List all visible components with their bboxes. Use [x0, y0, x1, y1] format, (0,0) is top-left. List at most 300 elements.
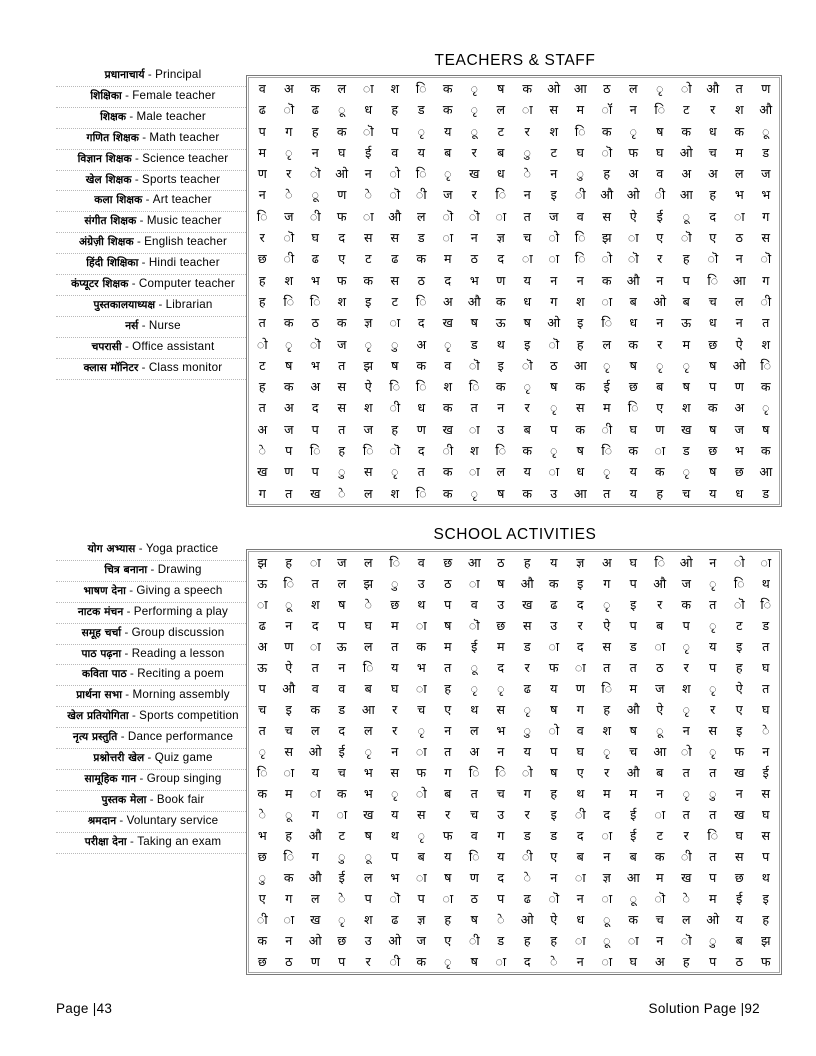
- grid-cell[interactable]: ा: [521, 102, 533, 118]
- grid-cell[interactable]: ट: [338, 828, 345, 843]
- grid-cell[interactable]: ू: [338, 102, 346, 118]
- grid-cell[interactable]: ज: [549, 208, 559, 224]
- grid-cell[interactable]: ट: [683, 102, 690, 118]
- grid-cell[interactable]: घ: [762, 660, 770, 675]
- grid-cell[interactable]: ख: [310, 912, 321, 927]
- grid-cell[interactable]: े: [550, 954, 558, 969]
- grid-cell[interactable]: र: [286, 166, 292, 182]
- grid-cell[interactable]: ॉ: [601, 102, 613, 118]
- grid-cell[interactable]: इ: [285, 702, 292, 717]
- grid-cell[interactable]: स: [284, 744, 293, 759]
- grid-cell[interactable]: च: [337, 765, 346, 780]
- grid-cell[interactable]: ृ: [682, 786, 690, 801]
- grid-cell[interactable]: ब: [417, 849, 425, 864]
- grid-cell[interactable]: ण: [469, 870, 479, 885]
- grid-cell[interactable]: ख: [442, 421, 453, 437]
- grid-cell[interactable]: द: [444, 272, 452, 288]
- grid-cell[interactable]: ह: [523, 933, 531, 948]
- grid-cell[interactable]: ई: [471, 639, 478, 654]
- grid-cell[interactable]: स: [390, 765, 399, 780]
- grid-cell[interactable]: म: [496, 639, 505, 654]
- grid-cell[interactable]: ृ: [417, 723, 425, 738]
- grid-cell[interactable]: आ: [467, 555, 481, 570]
- grid-cell[interactable]: द: [338, 723, 346, 738]
- grid-cell[interactable]: ष: [285, 357, 293, 373]
- grid-cell[interactable]: ओ: [679, 144, 693, 160]
- grid-cell[interactable]: ल: [628, 81, 638, 96]
- grid-cell[interactable]: ख: [310, 485, 321, 501]
- grid-cell[interactable]: श: [549, 123, 559, 139]
- grid-cell[interactable]: ह: [682, 954, 690, 969]
- grid-cell[interactable]: ड: [523, 639, 531, 654]
- grid-cell[interactable]: ा: [362, 81, 374, 96]
- grid-cell[interactable]: य: [417, 144, 425, 160]
- grid-cell[interactable]: ी: [389, 954, 401, 969]
- grid-cell[interactable]: े: [285, 187, 293, 203]
- grid-cell[interactable]: ए: [735, 702, 743, 717]
- grid-cell[interactable]: ृ: [470, 681, 478, 696]
- grid-cell[interactable]: य: [497, 849, 505, 864]
- grid-cell[interactable]: ग: [762, 208, 770, 224]
- grid-cell[interactable]: ॊ: [283, 230, 295, 246]
- grid-cell[interactable]: इ: [577, 315, 584, 331]
- grid-cell[interactable]: औ: [282, 681, 296, 696]
- grid-cell[interactable]: ख: [681, 870, 692, 885]
- grid-cell[interactable]: ब: [444, 144, 452, 160]
- grid-cell[interactable]: ह: [444, 912, 452, 927]
- word-list-item[interactable]: [56, 645, 250, 666]
- grid-cell[interactable]: क: [522, 81, 533, 96]
- grid-cell[interactable]: त: [470, 400, 478, 416]
- grid-cell[interactable]: ि: [760, 597, 772, 612]
- grid-cell[interactable]: य: [311, 765, 319, 780]
- grid-cell[interactable]: क: [283, 315, 294, 331]
- word-list-item[interactable]: [56, 749, 250, 770]
- grid-cell[interactable]: द: [576, 639, 584, 654]
- grid-cell[interactable]: ष: [470, 315, 478, 331]
- grid-cell[interactable]: ण: [416, 421, 426, 437]
- grid-cell[interactable]: ृ: [603, 464, 611, 480]
- grid-cell[interactable]: ब: [629, 293, 637, 309]
- grid-cell[interactable]: क: [416, 357, 427, 373]
- grid-cell[interactable]: व: [417, 555, 425, 570]
- grid-cell[interactable]: ल: [310, 891, 320, 906]
- grid-cell[interactable]: ू: [285, 807, 293, 822]
- grid-cell[interactable]: ू: [629, 891, 637, 906]
- grid-cell[interactable]: ई: [365, 144, 372, 160]
- grid-cell[interactable]: क: [628, 443, 639, 459]
- grid-cell[interactable]: क: [760, 443, 771, 459]
- grid-cell[interactable]: र: [524, 807, 530, 822]
- grid-cell[interactable]: ऐ: [656, 702, 664, 717]
- grid-cell[interactable]: ॊ: [521, 357, 533, 373]
- grid-cell[interactable]: छ: [734, 464, 744, 480]
- grid-cell[interactable]: श: [390, 81, 400, 96]
- grid-cell[interactable]: भ: [416, 660, 426, 675]
- grid-cell[interactable]: ि: [283, 576, 295, 591]
- grid-cell[interactable]: छ: [628, 379, 638, 395]
- grid-cell[interactable]: ओ: [547, 81, 561, 96]
- grid-cell[interactable]: ा: [468, 464, 480, 480]
- grid-cell[interactable]: क: [442, 485, 453, 501]
- grid-cell[interactable]: थ: [496, 336, 505, 352]
- grid-cell[interactable]: क: [442, 81, 453, 96]
- grid-cell[interactable]: ज: [284, 421, 294, 437]
- grid-cell[interactable]: त: [762, 315, 770, 331]
- grid-cell[interactable]: ठ: [550, 357, 558, 373]
- grid-cell[interactable]: फ: [336, 208, 347, 224]
- grid-cell[interactable]: ष: [497, 81, 505, 96]
- grid-cell[interactable]: ज्ञ: [602, 870, 611, 885]
- grid-cell[interactable]: ध: [576, 464, 585, 480]
- grid-cell[interactable]: ी: [256, 912, 268, 927]
- grid-cell[interactable]: थ: [761, 870, 770, 885]
- grid-cell[interactable]: झ: [257, 555, 268, 570]
- grid-cell[interactable]: भ: [310, 357, 320, 373]
- grid-cell[interactable]: ू: [470, 660, 478, 675]
- grid-cell[interactable]: ज्ञ: [417, 912, 426, 927]
- word-list-item[interactable]: [56, 540, 250, 561]
- grid-cell[interactable]: य: [444, 123, 452, 139]
- grid-cell[interactable]: उ: [417, 576, 425, 591]
- grid-cell[interactable]: य: [444, 849, 452, 864]
- grid-cell[interactable]: उ: [497, 597, 505, 612]
- grid-cell[interactable]: प: [391, 123, 399, 139]
- letter-grid-teachers[interactable]: [249, 78, 779, 504]
- grid-cell[interactable]: ह: [709, 187, 717, 203]
- grid-cell[interactable]: इ: [762, 891, 769, 906]
- letter-grid-activities[interactable]: [249, 552, 779, 972]
- grid-cell[interactable]: ओ: [520, 912, 534, 927]
- grid-cell[interactable]: म: [576, 102, 585, 118]
- grid-cell[interactable]: े: [523, 166, 531, 182]
- grid-cell[interactable]: ख: [522, 597, 533, 612]
- grid-cell[interactable]: ॊ: [442, 208, 454, 224]
- grid-cell[interactable]: प: [364, 891, 372, 906]
- grid-cell[interactable]: ि: [415, 166, 427, 182]
- grid-cell[interactable]: ॊ: [389, 187, 401, 203]
- grid-cell[interactable]: क: [522, 443, 533, 459]
- grid-cell[interactable]: ि: [362, 443, 374, 459]
- word-list-item[interactable]: [56, 359, 250, 380]
- grid-cell[interactable]: प: [311, 421, 319, 437]
- grid-cell[interactable]: ो: [415, 786, 427, 801]
- grid-cell[interactable]: छ: [390, 597, 400, 612]
- grid-cell[interactable]: प: [709, 870, 717, 885]
- grid-cell[interactable]: स: [761, 230, 770, 246]
- grid-cell[interactable]: ू: [285, 597, 293, 612]
- grid-cell[interactable]: ी: [574, 187, 586, 203]
- grid-cell[interactable]: ॊ: [707, 251, 719, 267]
- grid-cell[interactable]: थ: [390, 828, 399, 843]
- grid-cell[interactable]: ि: [601, 681, 613, 696]
- grid-cell[interactable]: ॊ: [680, 933, 692, 948]
- grid-cell[interactable]: र: [392, 723, 398, 738]
- grid-cell[interactable]: ी: [574, 807, 586, 822]
- grid-cell[interactable]: ृ: [550, 443, 558, 459]
- grid-cell[interactable]: ग: [523, 786, 531, 801]
- grid-cell[interactable]: ई: [338, 870, 345, 885]
- grid-cell[interactable]: ज: [443, 187, 453, 203]
- grid-cell[interactable]: व: [576, 208, 584, 224]
- grid-cell[interactable]: ध: [708, 315, 717, 331]
- word-list-item[interactable]: [56, 254, 250, 275]
- grid-cell[interactable]: ा: [442, 891, 454, 906]
- grid-cell[interactable]: ट: [259, 357, 266, 373]
- grid-cell[interactable]: र: [524, 660, 530, 675]
- grid-cell[interactable]: ा: [495, 208, 507, 224]
- grid-cell[interactable]: ओ: [388, 933, 402, 948]
- grid-cell[interactable]: न: [735, 786, 743, 801]
- grid-cell[interactable]: स: [761, 828, 770, 843]
- grid-cell[interactable]: ॊ: [627, 251, 639, 267]
- grid-cell[interactable]: व: [444, 357, 452, 373]
- grid-cell[interactable]: ृ: [444, 954, 452, 969]
- grid-cell[interactable]: ो: [601, 251, 613, 267]
- grid-cell[interactable]: क: [416, 639, 427, 654]
- grid-cell[interactable]: ा: [601, 891, 613, 906]
- word-list-item[interactable]: [56, 603, 250, 624]
- grid-cell[interactable]: भ: [390, 870, 400, 885]
- grid-cell[interactable]: न: [656, 933, 664, 948]
- grid-cell[interactable]: ि: [627, 400, 639, 416]
- grid-cell[interactable]: भ: [310, 272, 320, 288]
- grid-cell[interactable]: प: [709, 954, 717, 969]
- grid-cell[interactable]: म: [390, 618, 399, 633]
- grid-cell[interactable]: छ: [337, 933, 347, 948]
- grid-cell[interactable]: घ: [338, 144, 346, 160]
- grid-cell[interactable]: औ: [467, 293, 481, 309]
- grid-cell[interactable]: ृ: [391, 786, 399, 801]
- grid-cell[interactable]: न: [709, 555, 717, 570]
- grid-cell[interactable]: घ: [364, 618, 372, 633]
- grid-cell[interactable]: आ: [679, 187, 693, 203]
- grid-cell[interactable]: न: [656, 315, 664, 331]
- grid-cell[interactable]: ष: [762, 421, 770, 437]
- word-list-item[interactable]: [56, 212, 250, 233]
- grid-cell[interactable]: क: [760, 379, 771, 395]
- grid-cell[interactable]: ृ: [656, 81, 664, 96]
- grid-cell[interactable]: ृ: [656, 357, 664, 373]
- grid-cell[interactable]: ल: [416, 208, 426, 224]
- grid-cell[interactable]: ए: [656, 230, 664, 246]
- grid-cell[interactable]: ा: [521, 251, 533, 267]
- grid-cell[interactable]: ू: [656, 723, 664, 738]
- grid-cell[interactable]: प: [311, 464, 319, 480]
- grid-cell[interactable]: क: [416, 251, 427, 267]
- grid-cell[interactable]: ब: [576, 849, 584, 864]
- grid-cell[interactable]: न: [444, 723, 452, 738]
- word-list-item[interactable]: [56, 665, 250, 686]
- grid-cell[interactable]: ए: [550, 849, 558, 864]
- grid-cell[interactable]: ी: [760, 293, 772, 309]
- grid-cell[interactable]: भ: [761, 187, 771, 203]
- grid-cell[interactable]: च: [417, 702, 426, 717]
- grid-cell[interactable]: ि: [468, 765, 480, 780]
- grid-cell[interactable]: ऐ: [603, 618, 611, 633]
- grid-cell[interactable]: क: [548, 576, 559, 591]
- grid-cell[interactable]: ह: [258, 293, 266, 309]
- grid-cell[interactable]: ज: [337, 555, 347, 570]
- grid-cell[interactable]: उ: [497, 807, 505, 822]
- grid-cell[interactable]: ू: [682, 208, 690, 224]
- grid-cell[interactable]: त: [338, 421, 346, 437]
- grid-cell[interactable]: े: [497, 912, 505, 927]
- grid-cell[interactable]: अ: [416, 336, 427, 352]
- grid-cell[interactable]: घ: [629, 421, 637, 437]
- grid-cell[interactable]: ऊ: [495, 315, 506, 331]
- grid-cell[interactable]: प: [682, 272, 690, 288]
- grid-cell[interactable]: त: [762, 639, 770, 654]
- grid-cell[interactable]: व: [470, 828, 478, 843]
- grid-cell[interactable]: ढ: [523, 681, 531, 696]
- grid-cell[interactable]: औ: [759, 102, 773, 118]
- grid-cell[interactable]: य: [709, 485, 717, 501]
- grid-cell[interactable]: ी: [468, 933, 480, 948]
- grid-cell[interactable]: च: [682, 485, 691, 501]
- grid-cell[interactable]: थ: [470, 702, 479, 717]
- grid-cell[interactable]: ढ: [258, 102, 266, 118]
- grid-cell[interactable]: ृ: [470, 485, 478, 501]
- grid-cell[interactable]: द: [417, 443, 425, 459]
- grid-cell[interactable]: ठ: [735, 954, 743, 969]
- grid-cell[interactable]: ष: [576, 443, 584, 459]
- grid-cell[interactable]: त: [338, 357, 346, 373]
- grid-cell[interactable]: ष: [550, 702, 558, 717]
- grid-cell[interactable]: ख: [442, 315, 453, 331]
- grid-cell[interactable]: त: [682, 807, 690, 822]
- grid-cell[interactable]: त: [603, 485, 611, 501]
- grid-cell[interactable]: ब: [735, 933, 743, 948]
- word-list-item[interactable]: [56, 171, 250, 192]
- grid-cell[interactable]: त: [709, 597, 717, 612]
- grid-cell[interactable]: त: [709, 849, 717, 864]
- grid-cell[interactable]: क: [495, 379, 506, 395]
- grid-cell[interactable]: ृ: [470, 102, 478, 118]
- grid-cell[interactable]: व: [656, 166, 664, 182]
- grid-cell[interactable]: ऐ: [550, 912, 558, 927]
- grid-cell[interactable]: क: [601, 272, 612, 288]
- grid-cell[interactable]: छ: [257, 849, 267, 864]
- grid-cell[interactable]: ॊ: [309, 336, 321, 352]
- grid-cell[interactable]: ि: [574, 230, 586, 246]
- grid-cell[interactable]: ि: [495, 443, 507, 459]
- grid-cell[interactable]: ष: [523, 315, 531, 331]
- grid-cell[interactable]: ि: [415, 379, 427, 395]
- grid-cell[interactable]: ल: [363, 485, 373, 501]
- grid-cell[interactable]: ष: [391, 357, 399, 373]
- grid-cell[interactable]: घ: [311, 230, 319, 246]
- grid-cell[interactable]: ल: [734, 166, 744, 182]
- grid-cell[interactable]: न: [735, 315, 743, 331]
- grid-cell[interactable]: ख: [469, 166, 480, 182]
- grid-cell[interactable]: आ: [361, 702, 375, 717]
- grid-cell[interactable]: च: [258, 702, 267, 717]
- word-list-item[interactable]: [56, 812, 250, 833]
- grid-cell[interactable]: ो: [680, 81, 692, 96]
- grid-cell[interactable]: ध: [629, 315, 638, 331]
- grid-cell[interactable]: त: [444, 744, 452, 759]
- grid-cell[interactable]: त: [311, 576, 319, 591]
- grid-cell[interactable]: औ: [520, 576, 534, 591]
- grid-cell[interactable]: च: [708, 293, 717, 309]
- grid-cell[interactable]: ग: [285, 123, 293, 139]
- grid-cell[interactable]: क: [283, 379, 294, 395]
- word-list-item[interactable]: [56, 275, 250, 296]
- grid-cell[interactable]: ह: [762, 912, 770, 927]
- grid-cell[interactable]: छ: [734, 870, 744, 885]
- grid-cell[interactable]: उ: [497, 421, 505, 437]
- grid-cell[interactable]: ऊ: [336, 639, 347, 654]
- grid-cell[interactable]: ओ: [308, 744, 322, 759]
- grid-cell[interactable]: ा: [362, 208, 374, 224]
- grid-cell[interactable]: र: [710, 102, 716, 118]
- grid-cell[interactable]: क: [257, 933, 268, 948]
- grid-cell[interactable]: क: [522, 485, 533, 501]
- grid-cell[interactable]: औ: [653, 576, 667, 591]
- grid-cell[interactable]: ऊ: [257, 660, 268, 675]
- grid-cell[interactable]: ड: [762, 485, 770, 501]
- grid-cell[interactable]: इ: [365, 293, 372, 309]
- grid-cell[interactable]: ए: [338, 251, 346, 267]
- word-list-item[interactable]: [56, 338, 250, 359]
- grid-cell[interactable]: ी: [415, 187, 427, 203]
- grid-cell[interactable]: ा: [283, 912, 295, 927]
- grid-cell[interactable]: ा: [627, 230, 639, 246]
- grid-cell[interactable]: छ: [257, 251, 267, 267]
- grid-cell[interactable]: उ: [550, 485, 558, 501]
- grid-cell[interactable]: स: [496, 702, 505, 717]
- grid-cell[interactable]: ि: [389, 379, 401, 395]
- grid-cell[interactable]: ि: [415, 81, 427, 96]
- grid-cell[interactable]: ओ: [308, 933, 322, 948]
- grid-cell[interactable]: ह: [550, 933, 558, 948]
- grid-cell[interactable]: ू: [470, 123, 478, 139]
- grid-cell[interactable]: ि: [309, 293, 321, 309]
- grid-cell[interactable]: र: [365, 954, 371, 969]
- grid-cell[interactable]: औ: [626, 702, 640, 717]
- grid-cell[interactable]: ा: [601, 828, 613, 843]
- word-list-item[interactable]: [56, 87, 250, 108]
- grid-cell[interactable]: श: [681, 400, 691, 416]
- grid-cell[interactable]: भ: [734, 443, 744, 459]
- grid-cell[interactable]: अ: [257, 421, 268, 437]
- word-list-item[interactable]: [56, 317, 250, 338]
- grid-cell[interactable]: ृ: [497, 681, 505, 696]
- grid-cell[interactable]: ो: [548, 230, 560, 246]
- grid-cell[interactable]: छ: [257, 954, 267, 969]
- grid-cell[interactable]: ट: [497, 123, 504, 139]
- grid-cell[interactable]: फ: [734, 744, 745, 759]
- grid-cell[interactable]: ह: [682, 251, 690, 267]
- grid-cell[interactable]: ृ: [682, 639, 690, 654]
- grid-cell[interactable]: म: [708, 891, 717, 906]
- grid-cell[interactable]: स: [390, 272, 399, 288]
- grid-cell[interactable]: व: [576, 723, 584, 738]
- grid-cell[interactable]: छ: [443, 555, 453, 570]
- grid-cell[interactable]: र: [657, 597, 663, 612]
- grid-cell[interactable]: क: [654, 464, 665, 480]
- grid-cell[interactable]: ल: [337, 81, 347, 96]
- grid-cell[interactable]: ा: [283, 765, 295, 780]
- grid-cell[interactable]: द: [576, 597, 584, 612]
- grid-cell[interactable]: थ: [761, 576, 770, 591]
- grid-cell[interactable]: प: [258, 123, 266, 139]
- grid-cell[interactable]: ष: [709, 464, 717, 480]
- grid-cell[interactable]: क: [442, 102, 453, 118]
- grid-cell[interactable]: य: [391, 807, 399, 822]
- grid-cell[interactable]: प: [391, 849, 399, 864]
